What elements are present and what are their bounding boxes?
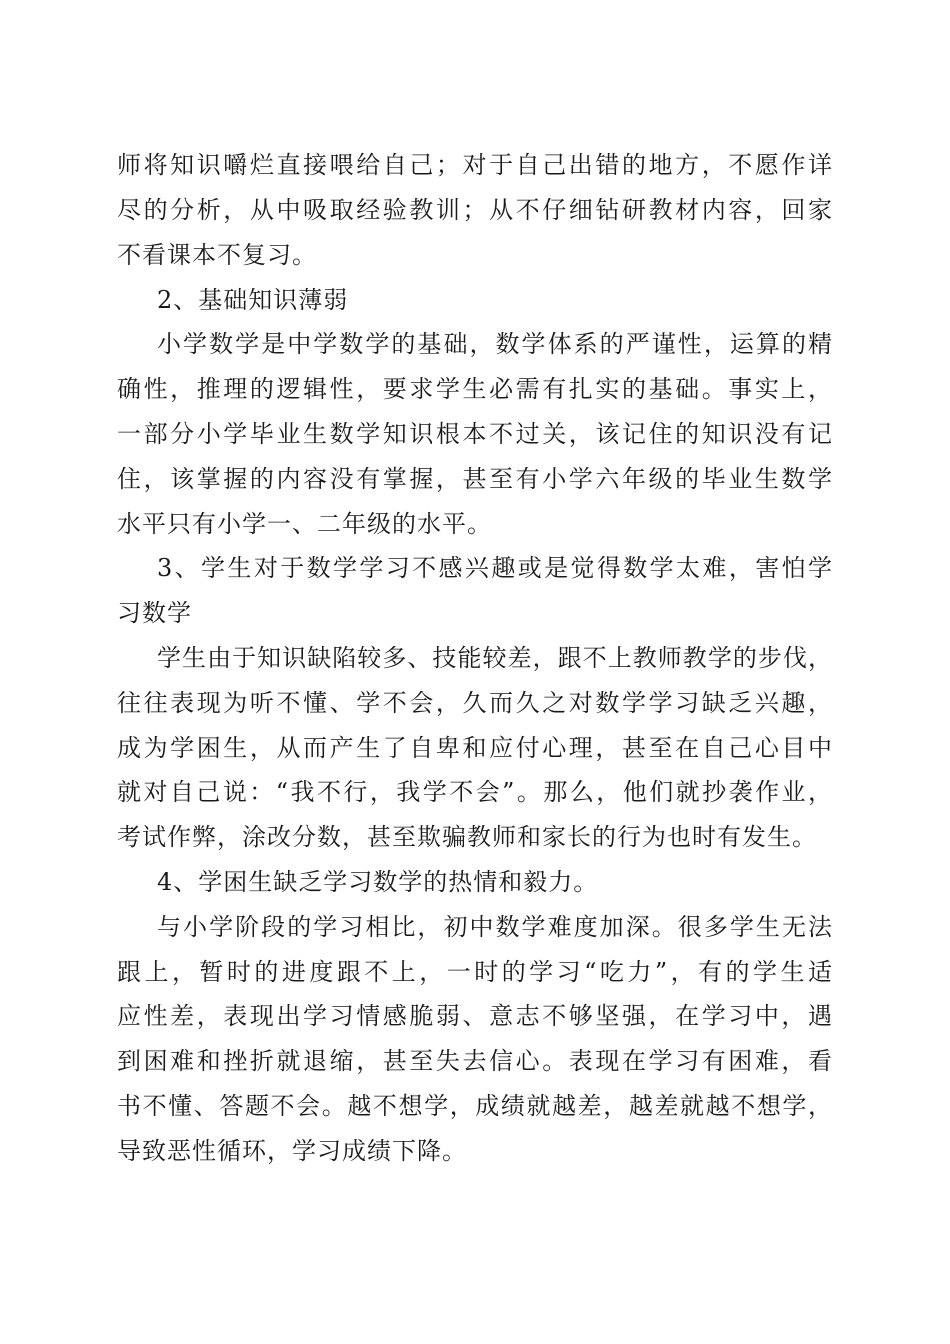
- text-line: 书不懂、答题不会。越不想学，成绩就越差，越差就越不想学，: [117, 1092, 833, 1120]
- text-line: 往往表现为听不懂、学不会，久而久之对数学学习缺乏兴趣，: [117, 689, 833, 717]
- section-heading-continued: 习数学: [117, 599, 192, 627]
- text-line: 就对自己说：“我不行，我学不会”。那么，他们就抄袭作业，: [117, 778, 833, 806]
- text-line: 考试作弊，涂改分数，甚至欺骗教师和家长的行为也时有发生。: [117, 823, 817, 851]
- text-line: 到困难和挫折就退缩，甚至失去信心。表现在学习有困难，看: [117, 1047, 833, 1075]
- text-line: 成为学困生，从而产生了自卑和应付心理，甚至在自己心目中: [117, 734, 833, 762]
- section-heading: 3、学生对于数学学习不感兴趣或是觉得数学太难，害怕学: [157, 554, 833, 582]
- text-line: 师将知识嚼烂直接喂给自己；对于自己出错的地方，不愿作详: [117, 151, 833, 179]
- text-line: 住，该掌握的内容没有掌握，甚至有小学六年级的毕业生数学: [117, 465, 833, 493]
- text-line: 一部分小学毕业生数学知识根本不过关，该记住的知识没有记: [117, 420, 833, 448]
- text-line: 不看课本不复习。: [117, 241, 317, 269]
- text-line: 水平只有小学一、二年级的水平。: [117, 510, 492, 538]
- text-line: 确性，推理的逻辑性，要求学生必需有扎实的基础。事实上，: [117, 375, 833, 403]
- section-heading: 4、学困生缺乏学习数学的热情和毅力。: [157, 868, 599, 896]
- text-line: 应性差，表现出学习情感脆弱、意志不够坚强，在学习中，遇: [117, 1002, 833, 1030]
- text-line: 学生由于知识缺陷较多、技能较差，跟不上教师教学的步伐，: [157, 644, 833, 672]
- text-line: 跟上，暂时的进度跟不上，一时的学习“吃力”，有的学生适: [117, 958, 833, 986]
- section-heading: 2、基础知识薄弱: [157, 286, 349, 314]
- text-line: 导致恶性循环，学习成绩下降。: [117, 1137, 467, 1165]
- text-line: 与小学阶段的学习相比，初中数学难度加深。很多学生无法: [157, 913, 833, 941]
- text-line: 小学数学是中学数学的基础，数学体系的严谨性，运算的精: [157, 330, 833, 358]
- text-line: 尽的分析，从中吸取经验教训；从不仔细钻研教材内容，回家: [117, 196, 833, 224]
